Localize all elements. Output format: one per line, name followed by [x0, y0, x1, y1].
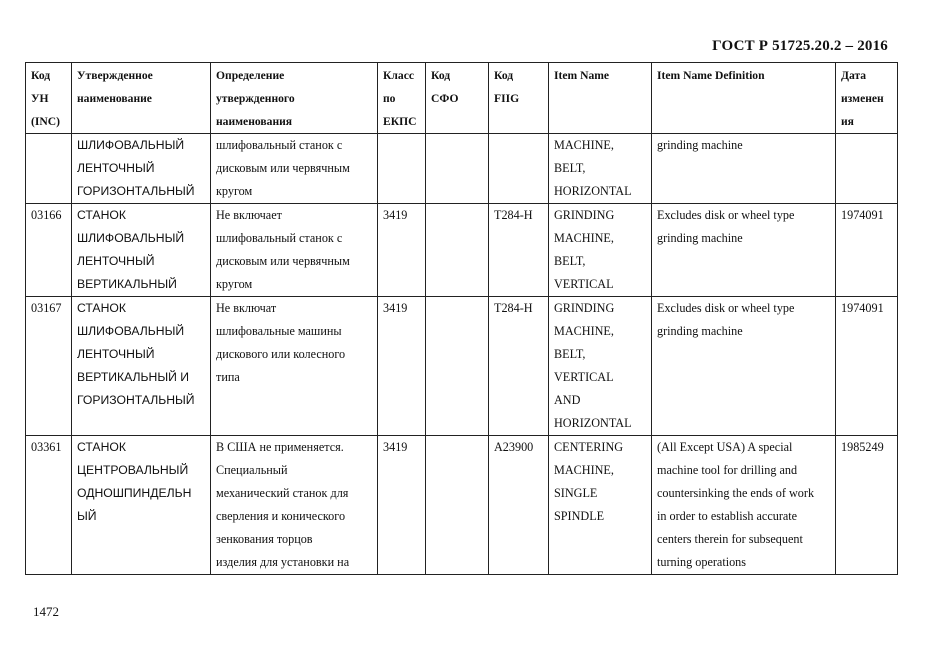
cell-line: Excludes disk or wheel type — [657, 208, 795, 222]
cell-definition — [211, 204, 378, 297]
cell-line: механический станок для — [216, 486, 349, 500]
cell-line: Не включает — [216, 208, 282, 222]
cell-line: BELT, — [554, 254, 586, 268]
cell-line: A23900 — [494, 440, 534, 454]
cell-line: дисковым или червячным — [216, 161, 350, 175]
cell-inc — [26, 204, 72, 297]
cell-fiig — [489, 134, 549, 204]
cell-ekps — [378, 297, 426, 436]
table-row — [26, 436, 898, 575]
cell-ekps — [378, 204, 426, 297]
cell-line: СТАНОК — [77, 301, 126, 315]
cell-line: СТАНОК — [77, 440, 126, 454]
cell-line: ШЛИФОВАЛЬНЫЙ — [77, 138, 185, 152]
header-line: (INC) — [31, 115, 60, 128]
cell-line: in order to establish accurate — [657, 509, 798, 523]
header-line: по — [383, 92, 396, 105]
header-line: Код — [431, 69, 451, 82]
page-number: 1472 — [33, 604, 59, 619]
data-table — [25, 62, 898, 575]
cell-line: шлифовальные машины — [216, 324, 342, 338]
header-line: наименования — [216, 115, 293, 128]
cell-date — [836, 436, 898, 575]
cell-line: centers therein for subsequent — [657, 532, 803, 546]
cell-line: ЛЕНТОЧНЫЙ — [77, 254, 155, 268]
cell-line: 03361 — [31, 440, 62, 454]
cell-line: CENTERING — [554, 440, 624, 454]
column-header — [211, 63, 378, 134]
cell-line: кругом — [216, 184, 253, 198]
cell-item-def — [652, 134, 836, 204]
header-line: утвержденного — [216, 92, 295, 105]
cell-line: ЦЕНТРОВАЛЬНЫЙ — [77, 463, 189, 477]
cell-line: ОДНОШПИНДЕЛЬН — [77, 486, 192, 500]
header-line: УН — [31, 92, 49, 105]
cell-line: grinding machine — [657, 231, 743, 245]
header-line: ЕКПС — [383, 115, 417, 128]
cell-line: MACHINE, — [554, 138, 614, 152]
cell-item-name — [549, 436, 652, 575]
column-header — [26, 63, 72, 134]
cell-line: MACHINE, — [554, 324, 614, 338]
header-line: СФО — [431, 92, 459, 105]
cell-line: ВЕРТИКАЛЬНЫЙ — [77, 277, 177, 291]
header-line: Код — [31, 69, 51, 82]
cell-fiig — [489, 204, 549, 297]
cell-sfo — [426, 297, 489, 436]
cell-line: шлифовальный станок с — [216, 231, 343, 245]
cell-line: ШЛИФОВАЛЬНЫЙ — [77, 231, 185, 245]
cell-item-name — [549, 297, 652, 436]
cell-name — [72, 297, 211, 436]
cell-line: countersinking the ends of work — [657, 486, 815, 500]
cell-line: ГОРИЗОНТАЛЬНЫЙ — [77, 184, 195, 198]
cell-item-def — [652, 297, 836, 436]
cell-line: VERTICAL — [554, 370, 614, 384]
cell-line: machine tool for drilling and — [657, 463, 798, 477]
cell-line: сверления и конического — [216, 509, 346, 523]
cell-name — [72, 436, 211, 575]
standard-title: ГОСТ Р 51725.20.2 – 2016 — [712, 38, 888, 54]
header-line: Утвержденное — [77, 69, 153, 82]
column-header — [72, 63, 211, 134]
cell-ekps — [378, 134, 426, 204]
cell-fiig — [489, 297, 549, 436]
header-line: Код — [494, 69, 514, 82]
cell-line: кругом — [216, 277, 253, 291]
cell-line: MACHINE, — [554, 463, 614, 477]
cell-line: Не включат — [216, 301, 277, 315]
cell-line: 3419 — [383, 208, 408, 222]
cell-line: типа — [216, 370, 240, 384]
header-line: Item Name — [554, 69, 610, 82]
table-row — [26, 134, 898, 204]
cell-item-def — [652, 436, 836, 575]
cell-date — [836, 134, 898, 204]
cell-line: ЛЕНТОЧНЫЙ — [77, 161, 155, 175]
cell-inc — [26, 297, 72, 436]
cell-line: ГОРИЗОНТАЛЬНЫЙ — [77, 393, 195, 407]
cell-sfo — [426, 436, 489, 575]
cell-line: Excludes disk or wheel type — [657, 301, 795, 315]
header-line: ия — [841, 115, 854, 128]
cell-line: T284-H — [494, 208, 533, 222]
cell-line: HORIZONTAL — [554, 416, 632, 430]
cell-line: grinding machine — [657, 138, 743, 152]
cell-definition — [211, 436, 378, 575]
column-header — [652, 63, 836, 134]
header-line: наименование — [77, 92, 152, 105]
cell-line: GRINDING — [554, 208, 615, 222]
cell-line: В США не применяется. — [216, 440, 344, 454]
cell-line: ВЕРТИКАЛЬНЫЙ И — [77, 370, 190, 384]
cell-item-def — [652, 204, 836, 297]
cell-item-name — [549, 204, 652, 297]
cell-line: ЫЙ — [77, 509, 97, 523]
cell-line: MACHINE, — [554, 231, 614, 245]
column-header — [836, 63, 898, 134]
cell-line: grinding machine — [657, 324, 743, 338]
cell-line: AND — [554, 393, 581, 407]
cell-line: VERTICAL — [554, 277, 614, 291]
cell-line: изделия для установки на — [216, 555, 350, 569]
column-header — [489, 63, 549, 134]
column-header — [426, 63, 489, 134]
cell-line: SINGLE — [554, 486, 598, 500]
cell-ekps — [378, 436, 426, 575]
cell-item-name — [549, 134, 652, 204]
cell-name — [72, 134, 211, 204]
cell-inc — [26, 134, 72, 204]
cell-line: 03166 — [31, 208, 62, 222]
cell-name — [72, 204, 211, 297]
cell-line: GRINDING — [554, 301, 615, 315]
cell-line: (All Except USA) A special — [657, 440, 793, 454]
cell-line: 03167 — [31, 301, 62, 315]
header-line: Item Name Definition — [657, 69, 765, 82]
header-line: Класс — [383, 69, 414, 82]
header-line: Дата — [841, 69, 867, 82]
cell-line: СТАНОК — [77, 208, 126, 222]
cell-inc — [26, 436, 72, 575]
cell-line: BELT, — [554, 347, 586, 361]
table-body — [26, 134, 898, 575]
cell-sfo — [426, 204, 489, 297]
cell-line: дисковым или червячным — [216, 254, 350, 268]
table-row — [26, 297, 898, 436]
table-row — [26, 204, 898, 297]
column-header — [378, 63, 426, 134]
cell-line: BELT, — [554, 161, 586, 175]
cell-line: 1985249 — [841, 440, 884, 454]
column-header — [549, 63, 652, 134]
cell-line: T284-H — [494, 301, 533, 315]
cell-line: ШЛИФОВАЛЬНЫЙ — [77, 324, 185, 338]
cell-line: 1974091 — [841, 208, 884, 222]
header-line: FIIG — [494, 92, 520, 105]
cell-date — [836, 297, 898, 436]
cell-line: 1974091 — [841, 301, 884, 315]
cell-line: шлифовальный станок с — [216, 138, 343, 152]
header-line: Определение — [216, 69, 285, 82]
cell-sfo — [426, 134, 489, 204]
cell-fiig — [489, 436, 549, 575]
cell-date — [836, 204, 898, 297]
header-line: изменен — [841, 92, 884, 105]
cell-line: Специальный — [216, 463, 288, 477]
cell-line: 3419 — [383, 301, 408, 315]
cell-line: SPINDLE — [554, 509, 605, 523]
cell-definition — [211, 134, 378, 204]
cell-line: HORIZONTAL — [554, 184, 632, 198]
cell-line: зенкования торцов — [216, 532, 313, 546]
cell-line: 3419 — [383, 440, 408, 454]
cell-line: ЛЕНТОЧНЫЙ — [77, 347, 155, 361]
table-header-row — [26, 63, 898, 134]
cell-line: дискового или колесного — [216, 347, 346, 361]
cell-line: turning operations — [657, 555, 747, 569]
cell-definition — [211, 297, 378, 436]
